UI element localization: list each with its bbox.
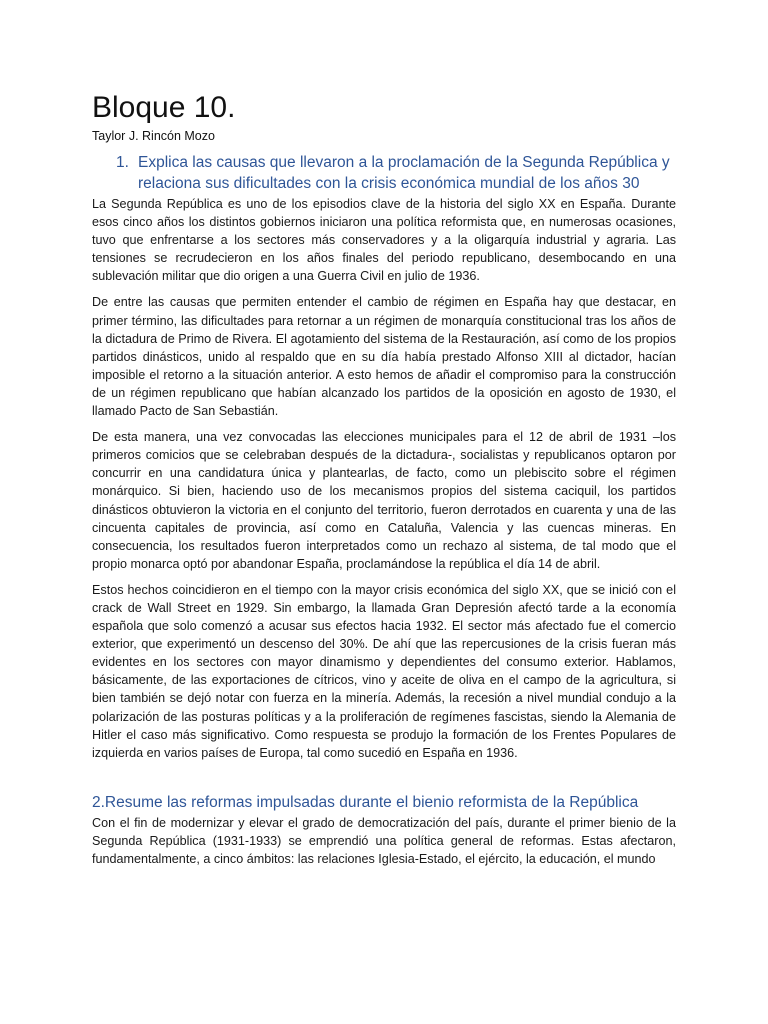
paragraph: Estos hechos coincidieron en el tiempo con la mayor crisis económica del siglo XX, que se inició con el crack de Wall Street en 1929. Sin embargo, la llamada Gran Depresión afectó tarde a la economía española que solo comenzó a acusar sus efectos hacia 1932. El sector más afectado fue el comercio exterior, que experimentó un descenso del 30%. De ahí que las repercusiones de la crisis fueran más evidentes en los sectores con mayor dinamismo y dependientes del consumo exterior. Hablamos, básicamente, de las exportaciones de cítricos, vino y aceite de oliva en el campo de la agricultura, si bien también se dejó notar con fuerza en la minería. Además, la recesión a nivel mundial condujo a la polarización de las posturas políticas y a la proliferación de regímenes fascistas, siendo la Alemania de Hitler el caso más significativo. Como respuesta se produjo la formación de los Frentes Populares de izquierda en varios países de Europa, tal como sucedió en España en 1936. bbox=[92, 582, 676, 760]
paragraph: De esta manera, una vez convocadas las elecciones municipales para el 12 de abril de 1931 –los primeros comicios que se celebraban después de la dictadura-, socialistas y republicanos optaron por concurrir en una candidatura única y plantearlas, de facto, como un plebiscito sobre el régimen monárquico. Si bien, haciendo uso de los mecanismos propios del sistema caciquil, los partidos dinásticos obtuvieron la victoria en el conjunto del territorio, fueron derrotados en cuarenta y una de las cincuenta capitales de provincia, así como en Cataluña, Valencia y las cuencas mineras. En consecuencia, los resultados fueron interpretados como un rechazo al sistema, de tal modo que el propio monarca optó por abandonar España, proclamándose la república el día 14 de abril. bbox=[92, 430, 676, 571]
paragraph: Con el fin de modernizar y elevar el grado de democratización del país, durante el primer bienio de la Segunda República (1931-1933) se emprendió una política general de reformas. Estas afectaron, fundamentalmente, a cinco ámbitos: las relaciones Iglesia-Estado, el ejército, la educación, el mundo bbox=[92, 815, 676, 866]
document-author: Taylor J. Rincón Mozo bbox=[92, 129, 215, 143]
question-1-text: Explica las causas que llevaron a la proclamación de la Segunda República y relaciona sus dificultades con la crisis económica mundial de los años 30 bbox=[138, 154, 670, 192]
paragraph: De entre las causas que permiten entender el cambio de régimen en España hay que destacar, en primer término, las dificultades para retornar a un régimen de monarquía constitucional tras los años de la dictadura de Primo de Rivera. El agotamiento del sistema de la Restauración, así como de los propios partidos dinásticos, unido al respaldo que en su día había prestado Alfonso XIII al dictador, hacían imposible el retorno a la situación anterior. A esto hemos de añadir el compromiso para la construcción de un régimen republicano que habían alcanzado los partidos de la oposición en agosto de 1930, el llamado Pacto de San Sebastián. bbox=[92, 295, 676, 419]
question-1-heading bbox=[92, 152, 676, 194]
document-title: Bloque 10. bbox=[92, 91, 236, 124]
question-1-number: 1. bbox=[116, 154, 129, 171]
paragraph: La Segunda República es uno de los episodios clave de la historia del siglo XX en España. Durante esos cinco años los distintos gobiernos iniciaron una política reformista que, en numerosas ocasiones, tuvo que enfrentarse a los sectores más conservadores y a la oligarquía industrial y agraria. Las tensiones se recrudecieron en los años finales del periodo republicano, desembocando en una sublevación militar que dio origen a una Guerra Civil en julio de 1936. bbox=[92, 197, 676, 284]
question-2-heading: 2.Resume las reformas impulsadas durante el bienio reformista de la República bbox=[92, 793, 639, 811]
